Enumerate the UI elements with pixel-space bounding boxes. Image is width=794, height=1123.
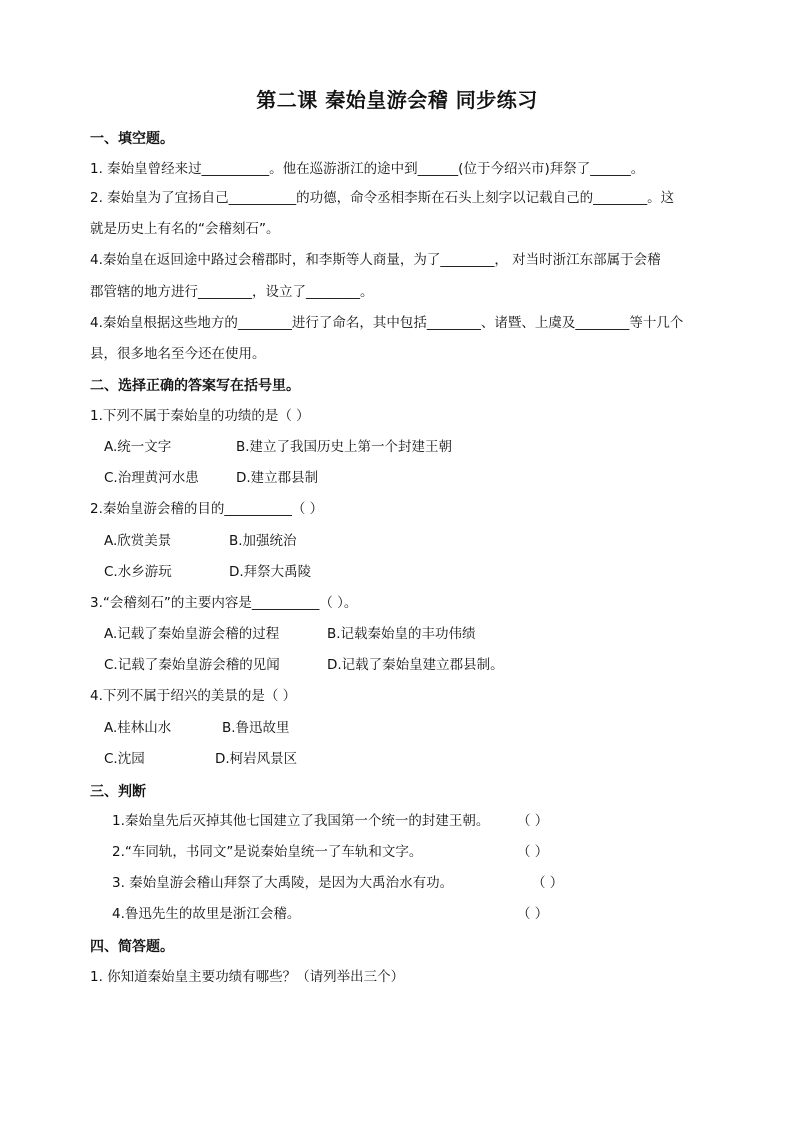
judge-question-1-paren: （ ） [517, 813, 549, 829]
fill-question-4-line-2: 县，很多地名至今还在使用。 [90, 346, 266, 362]
choice-question-4-option-d: D.柯岩风景区 [215, 751, 298, 767]
section-choice-heading: 二、选择正确的答案写在括号里。 [90, 378, 300, 394]
choice-question-2-option-d: D.拜祭大禹陵 [229, 564, 312, 580]
fill-question-2-line-2: 就是历史上有名的“会稽刻石”。 [90, 221, 280, 237]
judge-question-3-text: 3. 秦始皇游会稽山拜祭了大禹陵，是因为大禹治水有功。 [112, 875, 454, 891]
judge-question-4-text: 4.鲁迅先生的故里是浙江会稽。 [112, 906, 301, 922]
choice-question-2-option-a: A.欣赏美景 [104, 533, 172, 549]
judge-question-3-paren: （ ） [532, 875, 564, 891]
choice-question-1-option-c: C.治理黄河水患 [104, 470, 199, 486]
choice-question-3-option-c: C.记载了秦始皇游会稽的见闻 [104, 657, 280, 673]
fill-question-1: 1. 秦始皇曾经来过__________。他在巡游浙江的途中到______(位于今绍兴市)拜祭了______。 [90, 161, 645, 177]
section-judge-heading: 三、判断 [90, 784, 146, 800]
choice-question-1-option-a: A.统一文字 [104, 439, 172, 455]
section-short-heading: 四、简答题。 [90, 939, 174, 955]
short-question-1: 1. 你知道秦始皇主要功绩有哪些？（请列举出三个） [90, 969, 405, 985]
choice-question-3-option-d: D.记载了秦始皇建立郡县制。 [327, 657, 504, 673]
choice-question-2-stem: 2.秦始皇游会稽的目的__________（ ） [90, 501, 324, 517]
fill-question-2-line-1: 2. 秦始皇为了宜扬自己__________的功德，命令丞相李斯在石头上刻字以记载自己的________。这 [90, 190, 675, 206]
choice-question-3-stem: 3.“会稽刻石”的主要内容是__________（ ）。 [90, 595, 358, 611]
fill-question-4-line-1: 4.秦始皇根据这些地方的________进行了命名，其中包括________、诸暨、上虞及________等十几个 [90, 315, 684, 331]
judge-question-1-text: 1.秦始皇先后灭掉其他七国建立了我国第一个统一的封建王朝。 [112, 813, 490, 829]
fill-question-3-line-1: 4.秦始皇在返回途中路过会稽郡时，和李斯等人商量，为了________， 对当时浙江东部属于会稽 [90, 252, 661, 268]
page-title: 第二课 秦始皇游会稽 同步练习 [256, 88, 538, 112]
choice-question-2-option-b: B.加强统治 [229, 533, 297, 549]
choice-question-1-option-b: B.建立了我国历史上第一个封建王朝 [236, 439, 453, 455]
judge-question-4-paren: （ ） [517, 906, 549, 922]
choice-question-4-option-c: C.沈园 [104, 751, 145, 767]
choice-question-4-option-b: B.鲁迅故里 [222, 720, 290, 736]
choice-question-4-option-a: A.桂林山水 [104, 720, 172, 736]
choice-question-4-stem: 4.下列不属于绍兴的美景的是（ ） [90, 688, 297, 704]
fill-question-3-line-2: 郡管辖的地方进行________，设立了________。 [90, 284, 374, 300]
choice-question-2-option-c: C.水乡游玩 [104, 564, 172, 580]
judge-question-2-paren: （ ） [517, 844, 549, 860]
choice-question-3-option-b: B.记载秦始皇的丰功伟绩 [327, 626, 476, 642]
section-fill-heading: 一、填空题。 [90, 131, 174, 147]
choice-question-3-option-a: A.记载了秦始皇游会稽的过程 [104, 626, 280, 642]
judge-question-2-text: 2.“车同轨，书同文”是说秦始皇统一了车轨和文字。 [112, 844, 423, 860]
choice-question-1-option-d: D.建立郡县制 [236, 470, 319, 486]
choice-question-1-stem: 1.下列不属于秦始皇的功绩的是（ ） [90, 408, 310, 424]
